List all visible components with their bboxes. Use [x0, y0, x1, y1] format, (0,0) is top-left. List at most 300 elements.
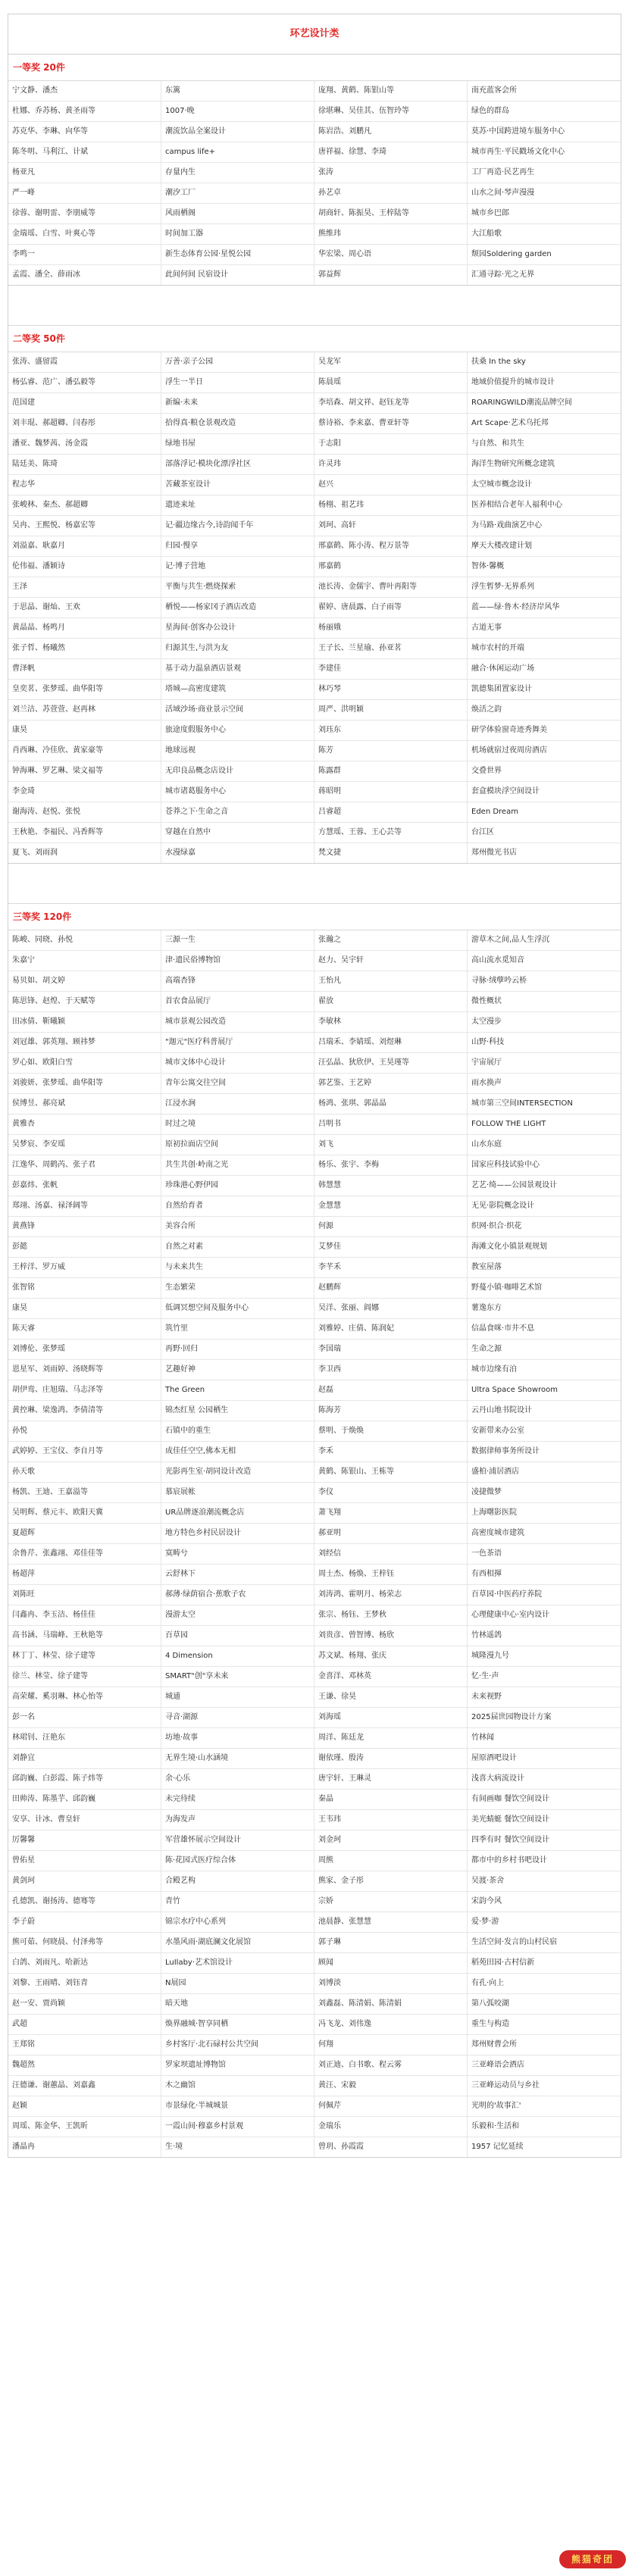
work-title-cell: 游草木之间,品人生浮沉 — [471, 936, 550, 944]
work-title-cell: 高端杏锋 — [161, 971, 314, 991]
work-title-cell: 青年公寓交往空间 — [161, 1074, 314, 1093]
table-title: 环艺设计类 — [8, 14, 621, 55]
table-row — [8, 1176, 621, 1196]
table-row — [8, 761, 621, 782]
work-title-cell: SMART"创"享未来 — [161, 1667, 314, 1687]
award-section — [8, 326, 621, 864]
work-title-cell: 原初拉面店空间 — [161, 1135, 314, 1155]
author-cell: 黄控琳、梁逸鸿、李倩清等 — [8, 1401, 161, 1421]
author-cell: 周熊 — [314, 1851, 468, 1871]
author-cell: 李国瑞 — [314, 1340, 468, 1359]
table-row — [8, 352, 621, 373]
table-row — [8, 802, 621, 823]
author-cell: 杨超萍 — [8, 1565, 161, 1584]
work-title-cell: 高密度城市建筑 — [471, 1529, 524, 1537]
work-title-cell: 高山流水觅知音 — [471, 956, 524, 964]
table-row — [8, 659, 621, 680]
work-title-cell: 城市文体中心设计 — [161, 1053, 314, 1073]
author-cell: 邢嘉鹤、陈小涛、程万景等 — [314, 536, 468, 556]
author-cell: 魏超然 — [8, 2055, 161, 2075]
table-row — [8, 951, 621, 971]
work-title-cell: 苦藏茶室设计 — [161, 475, 314, 495]
author-cell: 苏文斌、杨翔、张庆 — [314, 1646, 468, 1666]
table-row — [8, 992, 621, 1012]
author-cell: 吴冉、王熙悦、杨嘉宏等 — [8, 516, 161, 536]
work-title-cell: 莫苏·中国跨进境车服务中心 — [471, 127, 565, 136]
table-row — [8, 1380, 621, 1401]
table-row — [8, 1237, 621, 1258]
work-title-cell: 竹林闻 — [471, 1733, 494, 1742]
work-title-cell: 自然给育者 — [161, 1196, 314, 1216]
work-title-cell: 锦杰红星 公园栖生 — [161, 1401, 314, 1421]
author-cell: 赵力、吴宇轩 — [314, 951, 468, 971]
work-title-cell: campus life+ — [161, 142, 314, 162]
work-title-cell: 山水之间·琴声漫漫 — [471, 189, 535, 197]
author-cell: 白鸽、刘雨凡、哈新达 — [8, 1953, 161, 1973]
table-row — [8, 1155, 621, 1176]
award-section — [8, 904, 621, 2158]
work-title-cell: 有孔·向上 — [471, 1979, 505, 1987]
author-cell: 彭懿 — [8, 1237, 161, 1257]
author-cell: 林巧琴 — [314, 680, 468, 699]
work-title-cell: 三亚峰运动员与乡社 — [471, 2081, 540, 2090]
table-row — [8, 1360, 621, 1380]
author-cell: 翟婷、唐晨露、白子雨等 — [314, 598, 468, 617]
work-title-cell: 津·遗民俗博物馆 — [161, 951, 314, 971]
author-cell: 陈芳 — [314, 741, 468, 761]
work-title-cell: 罗家坝遗址博物馆 — [161, 2055, 314, 2075]
author-cell: 张子哲、杨曦然 — [8, 639, 161, 658]
author-cell: 吕明书 — [314, 1114, 468, 1134]
work-title-cell: 市景绿化·半城城景 — [161, 2096, 314, 2116]
table-row — [8, 1810, 621, 1830]
table-row — [8, 1094, 621, 1114]
author-cell: 张涛 — [314, 163, 468, 183]
work-title-cell: 工厂再造·民艺再生 — [471, 168, 535, 177]
table-row — [8, 1565, 621, 1585]
work-title-cell: 归园·慢享 — [161, 536, 314, 556]
author-cell: 汪弘晶、狄欣伊、王昊瑾等 — [314, 1053, 468, 1073]
table-row — [8, 598, 621, 618]
table-row — [8, 930, 621, 951]
author-cell: 曹泽帆 — [8, 659, 161, 679]
author-cell: 程志华 — [8, 475, 161, 495]
work-title-cell: 与自然、和共生 — [471, 439, 524, 448]
author-cell: 田冰倩、靳曦颖 — [8, 1012, 161, 1032]
work-title-cell: Ultra Space Showroom — [471, 1386, 558, 1394]
work-title-cell: 海洋生物研究所概念建筑 — [471, 460, 555, 468]
author-cell: 余鲁芹、张鑫翊、邓佳佳等 — [8, 1544, 161, 1564]
work-title-cell: 汇通寻踪·光之无界 — [471, 270, 535, 279]
work-title-cell: 一色茶语 — [471, 1549, 502, 1558]
work-title-cell: 城市景观公园改造 — [161, 1012, 314, 1032]
author-cell: 赵鹏辉 — [314, 1278, 468, 1298]
work-title-cell: 都市中的乡村书吧设计 — [471, 1856, 547, 1865]
work-title-cell: 三源一生 — [161, 930, 314, 950]
table-row — [8, 1299, 621, 1319]
author-cell: 严一峰 — [8, 183, 161, 203]
work-title-cell: 存量内生 — [161, 163, 314, 183]
work-title-cell: 浮生一半日 — [161, 373, 314, 392]
table-row — [8, 414, 621, 434]
work-title-cell: 四季有时 餐饮空间设计 — [471, 1836, 550, 1844]
author-cell: 刘冠雄、郭英翔、顾祎梦 — [8, 1033, 161, 1052]
author-cell: 杨弘睿、范广、潘弘毅等 — [8, 373, 161, 392]
work-title-cell: 水墨风雨·湖底澜文化展馆 — [161, 1933, 314, 1952]
table-row — [8, 1012, 621, 1033]
work-title-cell: 星海间·创客办公设计 — [161, 618, 314, 638]
author-cell: 宗娇 — [314, 1892, 468, 1912]
work-title-cell: 山水东庭 — [471, 1140, 502, 1149]
author-cell: 潘晶冉 — [8, 2137, 161, 2157]
author-cell: 郭艺鉴、王艺婷 — [314, 1074, 468, 1093]
work-title-cell: 寻脉·绒孽吟云桥 — [471, 977, 527, 985]
work-title-cell: 台江区 — [471, 828, 494, 836]
author-cell: 陈海芳 — [314, 1401, 468, 1421]
work-title-cell: 光明的'故事汇' — [471, 2102, 521, 2110]
table-row — [8, 536, 621, 557]
work-title-cell: 首农食品展厅 — [161, 992, 314, 1011]
author-cell: 林丁丁、林莹、徐子建等 — [8, 1646, 161, 1666]
work-title-cell: 生命之源 — [471, 1345, 502, 1353]
table-row — [8, 1196, 621, 1217]
work-title-cell: 陈·花园式医疗综合体 — [161, 1851, 314, 1871]
work-title-cell: 无见·影院概念设计 — [471, 1202, 535, 1210]
author-cell: 秦晶 — [314, 1790, 468, 1809]
section-heading: 一等奖 20件 — [8, 55, 621, 81]
section-spacer — [8, 864, 621, 904]
table-row — [8, 2055, 621, 2076]
work-title-cell: 潮汐工厂 — [161, 183, 314, 203]
table-row — [8, 1585, 621, 1605]
author-cell: 郑翊、汤嘉、禄泽阔等 — [8, 1196, 161, 1216]
author-cell: 王谦、徐昊 — [314, 1687, 468, 1707]
work-title-cell: 旅途度假服务中心 — [161, 721, 314, 740]
work-title-cell: 乡村客厅·北石碌村公共空间 — [161, 2035, 314, 2055]
author-cell: 徐堪琳、吴佳其、伍智玲等 — [314, 102, 468, 121]
work-title-cell: 忆·生·声 — [471, 1672, 499, 1680]
author-cell: 刘骏妍、张梦瑶、曲华阳等 — [8, 1074, 161, 1093]
work-title-cell: 4 Dimension — [161, 1646, 314, 1666]
table-row — [8, 1483, 621, 1503]
author-cell: 庞翔、黄鹤、陈银山等 — [314, 81, 468, 101]
work-title-cell: FOLLOW THE LIGHT — [471, 1120, 546, 1128]
work-title-cell: 塔城—高密度建筑 — [161, 680, 314, 699]
author-cell: 金慧慧 — [314, 1196, 468, 1216]
author-cell: 赵兴 — [314, 475, 468, 495]
table-row — [8, 245, 621, 265]
table-row — [8, 1217, 621, 1237]
table-row — [8, 639, 621, 659]
work-title-cell: 机场就宿过夜周房酒店 — [471, 746, 547, 755]
table-row — [8, 1319, 621, 1340]
work-title-cell: 国家应科技试验中心 — [471, 1161, 540, 1169]
work-title-cell: Art Scape·艺术乌托邦 — [471, 419, 549, 427]
work-title-cell: 潮流饮品全案设计 — [161, 122, 314, 142]
work-title-cell: 城市诸葛服务中心 — [161, 782, 314, 802]
author-cell: 萧飞翔 — [314, 1503, 468, 1523]
work-title-cell: 低调冥想空间及服务中心 — [161, 1299, 314, 1318]
work-title-cell: 基于动力温泉酒店景观 — [161, 659, 314, 679]
author-cell: 李建佳 — [314, 659, 468, 679]
work-title-cell: 太空漫步 — [471, 1018, 502, 1026]
work-title-cell: 套盒模块浮空间设计 — [471, 787, 540, 796]
table-row — [8, 1278, 621, 1299]
author-cell: 刘陈旺 — [8, 1585, 161, 1605]
author-cell: 刘博淡 — [314, 1974, 468, 1993]
table-row — [8, 1544, 621, 1565]
work-title-cell: 慕宸展帐 — [161, 1483, 314, 1502]
author-cell: 张宗、杨钰、王梦秋 — [314, 1605, 468, 1625]
author-cell: 陈天睿 — [8, 1319, 161, 1339]
author-cell: 肖西琳、冷佳欣、黄家豪等 — [8, 741, 161, 761]
table-row — [8, 1605, 621, 1626]
table-row — [8, 1994, 621, 2015]
work-title-cell: The Green — [161, 1380, 314, 1400]
work-title-cell: 浅喜大病流设计 — [471, 1774, 524, 1783]
table-row — [8, 843, 621, 863]
work-title-cell: 重生与构造 — [471, 2020, 509, 2028]
author-cell: 林珺钊、汪艳东 — [8, 1728, 161, 1748]
author-cell: 邢嘉鹤 — [314, 557, 468, 577]
table-row — [8, 2137, 621, 2157]
work-title-cell: 山野·科技 — [471, 1038, 505, 1046]
author-cell: 周严、洪明颖 — [314, 700, 468, 720]
author-cell: 康昊 — [8, 1299, 161, 1318]
work-title-cell: 军营雄怀展示空间设计 — [161, 1830, 314, 1850]
work-title-cell: 雨水换声 — [471, 1079, 502, 1087]
work-title-cell: Eden Dream — [471, 808, 518, 816]
work-title-cell: 余·心乐 — [161, 1769, 314, 1789]
author-cell: 王怡凡 — [314, 971, 468, 991]
table-row — [8, 122, 621, 142]
work-title-cell: 安新带来办公室 — [471, 1427, 524, 1435]
table-row — [8, 1074, 621, 1094]
author-cell: 杨丽娥 — [314, 618, 468, 638]
table-row — [8, 1524, 621, 1544]
author-cell: 周瑶、陈金华、王凯昕 — [8, 2117, 161, 2137]
author-cell: 蒋昭明 — [314, 782, 468, 802]
author-cell: 杨凯、王迪、王嘉溢等 — [8, 1483, 161, 1502]
work-title-cell: N展园 — [161, 1974, 314, 1993]
table-row — [8, 1974, 621, 1994]
table-row — [8, 434, 621, 455]
author-cell: 方慧瑶、王蓉、王心芸等 — [314, 823, 468, 843]
work-title-cell: 拾得真·粮仓景观改造 — [161, 414, 314, 433]
author-cell: 池晨静、张慧慧 — [314, 1912, 468, 1932]
work-title-cell: 东篱 — [161, 81, 314, 101]
author-cell: 刘正迪、白书歌、程云雾 — [314, 2055, 468, 2075]
author-cell: 黄鹤、陈银山、王栋等 — [314, 1462, 468, 1482]
table-row — [8, 516, 621, 536]
table-row — [8, 163, 621, 183]
author-cell: 恩星军、刘雨婷、汤晓辉等 — [8, 1360, 161, 1380]
author-cell: 何翔 — [314, 2035, 468, 2055]
work-title-cell: 筑竹里 — [161, 1319, 314, 1339]
author-cell: 刘贵彦、曾智博、杨欣 — [314, 1626, 468, 1646]
author-cell: 杨栩、祖艺玮 — [314, 496, 468, 515]
work-title-cell: 归源其生,与洪为友 — [161, 639, 314, 658]
author-cell: 蔡诗裕、李来嘉、曹亚轩等 — [314, 414, 468, 433]
table-row — [8, 1912, 621, 1933]
work-title-cell: 1957 记忆延续 — [471, 2143, 524, 2151]
work-title-cell: 穿越在自然中 — [161, 823, 314, 843]
work-title-cell: 海滩文化小镇景观规划 — [471, 1243, 547, 1251]
author-cell: 黄剑珂 — [8, 1871, 161, 1891]
table-row — [8, 224, 621, 245]
table-row — [8, 1769, 621, 1790]
work-title-cell: 未完待续 — [161, 1790, 314, 1809]
table-row — [8, 475, 621, 496]
work-title-cell: 时间加工器 — [161, 224, 314, 244]
work-title-cell: 南充蓝客会所 — [471, 86, 517, 95]
work-title-cell: 爱·梦·游 — [471, 1918, 499, 1926]
author-cell: 黄雅杏 — [8, 1114, 161, 1134]
work-title-cell: 地域价值提升的城市设计 — [471, 378, 555, 386]
work-title-cell: 生态繁荣 — [161, 1278, 314, 1298]
author-cell: 周洋、陈廷龙 — [314, 1728, 468, 1748]
work-title-cell: 上海曙影医院 — [471, 1508, 517, 1517]
work-title-cell: 美容合所 — [161, 1217, 314, 1236]
author-cell: 杨鸿、张琪、郭晶晶 — [314, 1094, 468, 1114]
author-cell: 孙天歌 — [8, 1462, 161, 1482]
table-row — [8, 183, 621, 204]
table-row — [8, 1442, 621, 1462]
author-cell: 熊维玮 — [314, 224, 468, 244]
author-cell: 谢海涛、赵悦、张悦 — [8, 802, 161, 822]
table-row — [8, 1462, 621, 1483]
author-cell: 彭一名 — [8, 1708, 161, 1727]
work-title-cell: 城市再生·平民戳场文化中心 — [471, 148, 565, 156]
author-cell: 宁文静、潘杰 — [8, 81, 161, 101]
work-title-cell: 融合·休闲运动广场 — [471, 664, 535, 673]
work-title-cell: 浮生暂梦·无界系列 — [471, 583, 535, 591]
work-title-cell: 成佳任空空,佛本无相 — [161, 1442, 314, 1462]
table-row — [8, 680, 621, 700]
work-title-cell: 生·境 — [161, 2137, 314, 2157]
work-title-cell: 暗天地 — [161, 1994, 314, 2014]
author-cell: 谢依瑾、殷涛 — [314, 1749, 468, 1768]
work-title-cell: 无界生境·山水涵境 — [161, 1749, 314, 1768]
table-row — [8, 721, 621, 741]
section-heading: 三等奖 120件 — [8, 904, 621, 930]
work-title-cell: 城市乡巴郎 — [471, 209, 509, 217]
work-title-cell: 生活空间·发言的山村民宿 — [471, 1938, 558, 1946]
author-cell: 韩慧慧 — [314, 1176, 468, 1196]
work-title-cell: 艺趣好神 — [161, 1360, 314, 1380]
author-cell: 皇奕茗、张梦瑶、曲华阳等 — [8, 680, 161, 699]
author-cell: 范国建 — [8, 393, 161, 413]
work-title-cell: 郑州财曹会所 — [471, 2040, 517, 2049]
author-cell: 杨乐、张宇、李梅 — [314, 1155, 468, 1175]
table-row — [8, 1646, 621, 1667]
author-cell: 王子长、兰星瑜、孙亚茗 — [314, 639, 468, 658]
work-title-cell: 绿地书屋 — [161, 434, 314, 454]
work-title-cell: 云舒林下 — [161, 1565, 314, 1584]
work-title-cell: 江浸水涧 — [161, 1094, 314, 1114]
author-cell: 张智铭 — [8, 1278, 161, 1298]
table-row — [8, 2035, 621, 2055]
author-cell: 陈峻、同晓、孙悦 — [8, 930, 161, 950]
work-title-cell: 竹林遥鸽 — [471, 1631, 502, 1640]
author-cell: 安享、计冰、曹皇轩 — [8, 1810, 161, 1830]
table-row — [8, 782, 621, 802]
author-cell: 郭益辉 — [314, 265, 468, 285]
author-cell: 曾佑星 — [8, 1851, 161, 1871]
work-title-cell: 宋韵今风 — [471, 1897, 502, 1905]
work-title-cell: 第八弧咬湖 — [471, 1999, 509, 2008]
work-title-cell: 有间画咖 餐饮空间设计 — [471, 1795, 550, 1803]
author-cell: 熊家、金子彤 — [314, 1871, 468, 1891]
author-cell: 陈思锋、赵煌、于天赋等 — [8, 992, 161, 1011]
author-cell: 李金琦 — [8, 782, 161, 802]
work-title-cell: 凌捷微梦 — [471, 1488, 502, 1496]
author-cell: 徐蓉、谢明雷、李朋威等 — [8, 204, 161, 224]
table-row — [8, 393, 621, 414]
table-row — [8, 1790, 621, 1810]
work-title-cell: 宇宙展厅 — [471, 1058, 502, 1067]
author-cell: 高荣耀、奚羽琳、林心怡等 — [8, 1687, 161, 1707]
table-row — [8, 823, 621, 843]
author-cell: 吴洋、张丽、阎娜 — [314, 1299, 468, 1318]
work-title-cell: 地方特色乡村民居设计 — [161, 1524, 314, 1543]
author-cell: 李子蔚 — [8, 1912, 161, 1932]
work-title-cell: 艺艺·绮——公园景观设计 — [471, 1181, 558, 1190]
award-section — [8, 55, 621, 286]
work-title-cell: 城市边缘有泊 — [471, 1365, 517, 1374]
author-cell: 艾梦佳 — [314, 1237, 468, 1257]
author-cell: 胡伊鸾、庄旭瑞、马志泽等 — [8, 1380, 161, 1400]
work-title-cell: LuIlaby·艺术馆设计 — [161, 1953, 314, 1973]
author-cell: 赵磊 — [314, 1380, 468, 1400]
author-cell: 郝亚明 — [314, 1524, 468, 1543]
author-cell: 周士杰、杨焕、王梓钰 — [314, 1565, 468, 1584]
author-cell: 李芊禾 — [314, 1258, 468, 1277]
work-title-cell: 屋原酒吧设计 — [471, 1754, 517, 1762]
author-cell: 高书涵、马瑞峰、王秋艳等 — [8, 1626, 161, 1646]
table-row — [8, 1114, 621, 1135]
work-title-cell: 凯德集团置家设计 — [471, 685, 532, 693]
work-title-cell: 地球远视 — [161, 741, 314, 761]
work-title-cell: 漫游太空 — [161, 1605, 314, 1625]
table-row — [8, 1135, 621, 1155]
author-cell: 梵文捷 — [314, 843, 468, 863]
work-title-cell: 风雨栖阁 — [161, 204, 314, 224]
table-row — [8, 1421, 621, 1442]
author-cell: 吴明辉、蔡元丰、欧阳天冀 — [8, 1503, 161, 1523]
author-cell: 刘鑫磊、陈清娟、陈清娟 — [314, 1994, 468, 2014]
work-title-cell: 1007·晚 — [161, 102, 314, 121]
work-title-cell: 城市第三空间INTERSECTION — [471, 1099, 573, 1108]
work-title-cell: 数据律师事务所设计 — [471, 1447, 540, 1455]
work-title-cell: 美光蜻蜓 餐饮空间设计 — [471, 1815, 550, 1824]
author-cell: 陈露群 — [314, 761, 468, 781]
author-cell: 孙艺卓 — [314, 183, 468, 203]
author-cell: 何源 — [314, 1217, 468, 1236]
work-title-cell: 稻苑田园·古村信新 — [471, 1959, 535, 1967]
author-cell: 李敏林 — [314, 1012, 468, 1032]
author-cell: 张瀚之 — [314, 930, 468, 950]
section-spacer — [8, 286, 621, 326]
work-title-cell: 光影再生室·胡同设计改造 — [161, 1462, 314, 1482]
table-row — [8, 1667, 621, 1687]
author-cell: 郭子琳 — [314, 1933, 468, 1952]
author-cell: 刘经信 — [314, 1544, 468, 1564]
work-title-cell: 记·疆边缘古今,诗韵闻千年 — [161, 516, 314, 536]
table-row — [8, 700, 621, 721]
author-cell: 李卫西 — [314, 1360, 468, 1380]
sections-container — [8, 55, 621, 2158]
